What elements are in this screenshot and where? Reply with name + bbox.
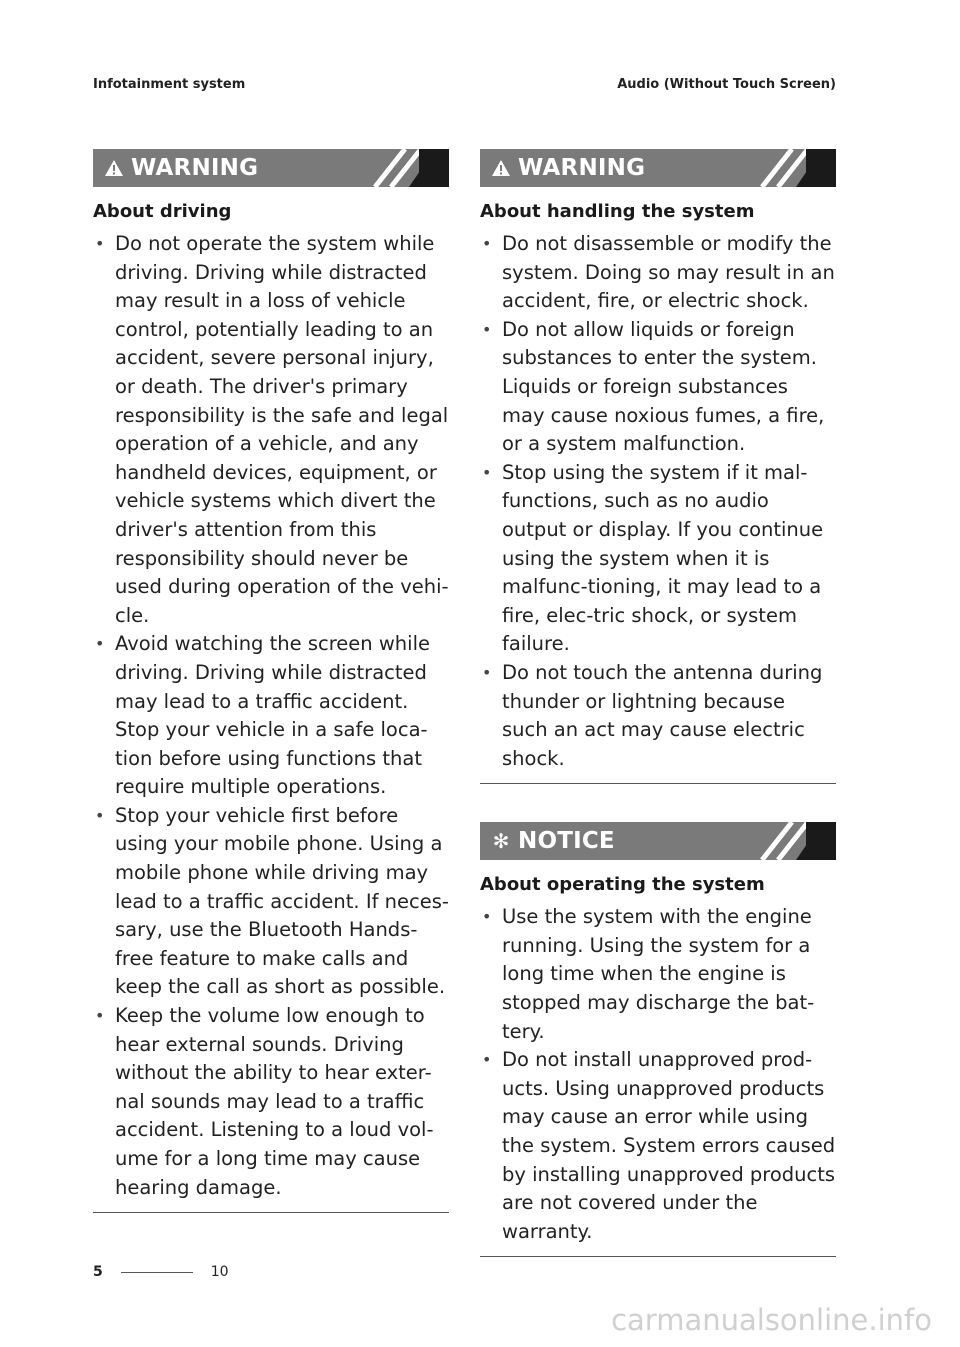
warning-banner <box>480 149 836 187</box>
watermark: carmanualsonline.info <box>611 1303 932 1337</box>
banner-label: WARNING <box>518 155 646 181</box>
left-column <box>93 149 449 1213</box>
warning-triangle-icon <box>490 159 512 177</box>
list-item: • Do not disassemble or modify the system. Doing so may result in an accident, fire, or electric shock. <box>482 232 835 313</box>
running-header-left: Infotainment system <box>93 77 246 92</box>
section-number: 5 <box>93 1264 103 1280</box>
asterisk-icon: ✻ <box>492 829 510 854</box>
banner-label: WARNING <box>131 155 259 181</box>
list-item: • Do not touch the antenna during thunder or lightning because such an act may cause electric shock. <box>482 660 823 770</box>
list-item: • Do not allow liquids or foreign substances to enter the system. Liquids or foreign substances may cause noxious fumes, a fire, or a system malfunction. <box>482 317 825 456</box>
right-column <box>480 149 836 1257</box>
banner-stripes-decoration <box>756 149 836 187</box>
section-heading: About handling the system <box>480 201 755 222</box>
list-item: • Do not operate the system while driving. Driving while distracted may result in a loss of vehicle control, potentially leading to an accident, severe personal injury, or death. The driver's primary responsibility is the safe and legal operation of a vehicle, and any handheld devices, equipment, or vehicle systems which divert the driver's attention from this responsibility should never be used during operation of the vehi-cle. <box>95 232 449 627</box>
footer-rule <box>121 1272 193 1273</box>
running-header-right: Audio (Without Touch Screen) <box>617 77 836 92</box>
banner-stripes-decoration <box>756 822 836 860</box>
warning-list <box>93 230 449 1202</box>
banner-stripes-decoration <box>369 149 449 187</box>
list-item: • Stop your vehicle first before using your mobile phone. Using a mobile phone while driving may lead to a traffic accident. If neces-sary, use the Bluetooth Hands-free feature to make calls and keep the call as short as possible. <box>95 803 449 999</box>
divider <box>480 1256 836 1257</box>
notice-block <box>480 822 836 1257</box>
warning-list <box>480 230 836 773</box>
list-item: • Use the system with the engine running. Using the system for a long time when the engine is stopped may discharge the bat-tery. <box>482 905 815 1043</box>
page-number: 10 <box>210 1264 229 1280</box>
page-footer <box>93 1264 229 1280</box>
divider <box>93 1212 449 1213</box>
divider <box>480 783 836 784</box>
list-item: • Stop using the system if it mal-functions, such as no audio output or display. If you continue using the system when it is malfunc-tioning, it may lead to a fire, elec-tric shock, or system failure. <box>482 460 824 656</box>
warning-triangle-icon <box>103 159 125 177</box>
section-heading: About driving <box>93 201 232 222</box>
notice-list <box>480 903 836 1246</box>
notice-banner <box>480 822 836 860</box>
banner-label: NOTICE <box>518 828 615 855</box>
section-heading: About operating the system <box>480 874 765 896</box>
list-item: • Avoid watching the screen while driving. Driving while distracted may lead to a traffic accident. Stop your vehicle in a safe loca-tion before using functions that require multiple operations. <box>95 632 430 799</box>
warning-banner <box>93 149 449 187</box>
list-item: • Keep the volume low enough to hear external sounds. Driving without the ability to hear exter-nal sounds may lead to a traffic accident. Listening to a loud vol-ume for a long time may cause hearing damage. <box>95 1004 434 1199</box>
list-item: • Do not install unapproved prod-ucts. Using unapproved products may cause an error while using the system. System errors caused by installing unapproved products are not covered under the warranty. <box>482 1048 836 1243</box>
